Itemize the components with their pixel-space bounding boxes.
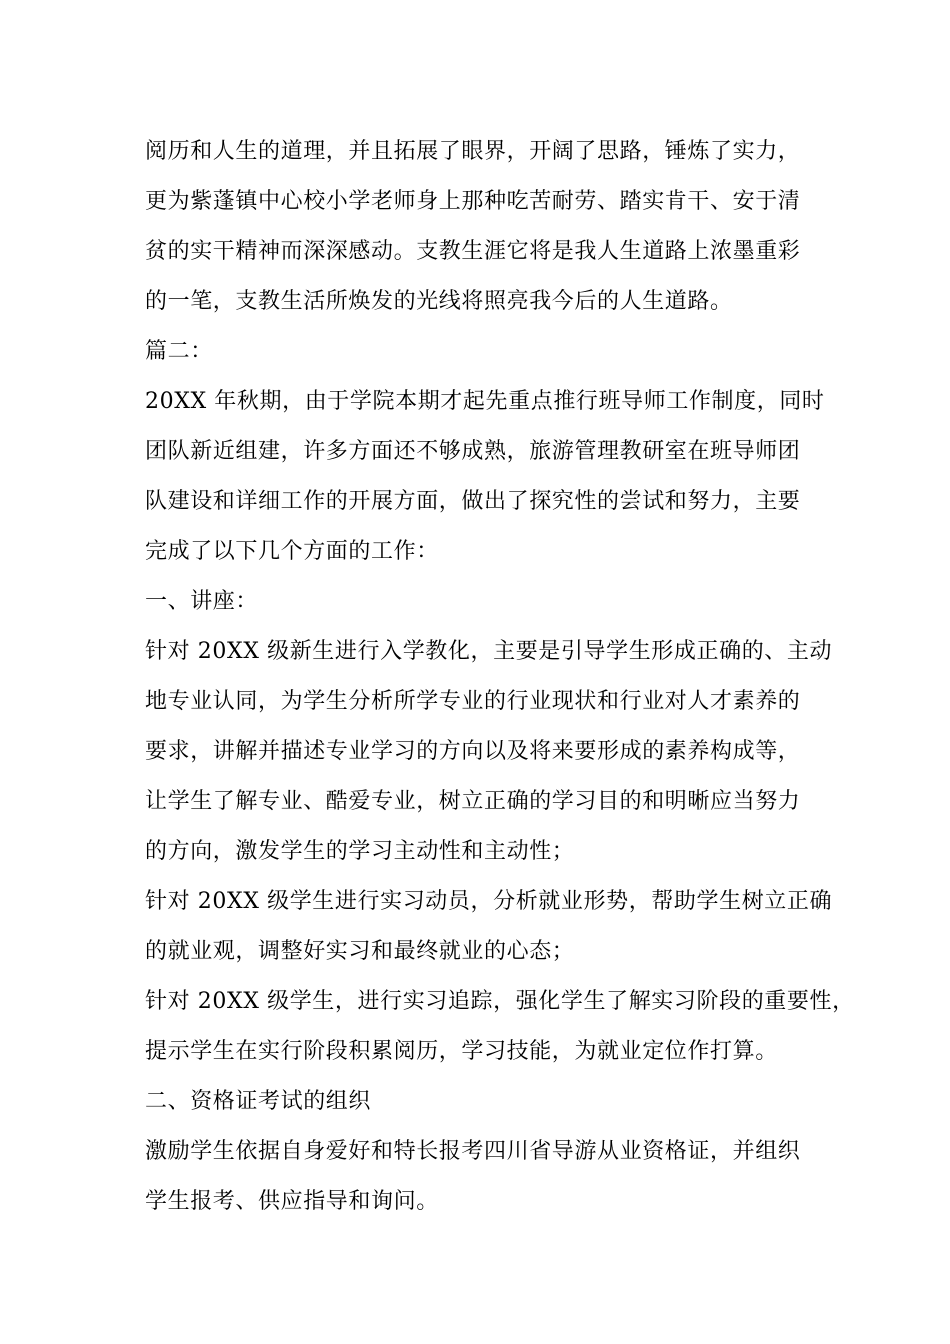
text-line: 激励学生依据自身爱好和特长报考四川省导游从业资格证，并组织 [145, 1139, 801, 1164]
text-line: 的就业观，调整好实习和最终就业的心态； [145, 939, 575, 964]
text-line: 20XX 年秋期，由于学院本期才起先重点推行班导师工作制度，同时 [145, 389, 825, 414]
text-line: 地专业认同，为学生分析所学专业的行业现状和行业对人才素养的 [145, 689, 801, 714]
text-line: 更为紫蓬镇中心校小学老师身上那种吃苦耐劳、踏实肯干、安于清 [145, 189, 801, 214]
section-heading: 一、讲座： [145, 589, 259, 614]
text-line: 贫的实干精神而深深感动。支教生涯它将是我人生道路上浓墨重彩 [145, 239, 801, 264]
text-line: 团队新近组建，许多方面还不够成熟，旅游管理教研室在班导师团 [145, 439, 801, 464]
text-line: 的一笔，支教生活所焕发的光线将照亮我今后的人生道路。 [145, 289, 733, 314]
section-heading: 篇二： [145, 339, 213, 364]
text-line: 要求，讲解并描述专业学习的方向以及将来要形成的素养构成等， [145, 739, 801, 764]
section-heading: 二、资格证考试的组织 [145, 1089, 372, 1114]
text-line: 完成了以下几个方面的工作： [145, 539, 439, 564]
text-line: 让学生了解专业、酷爱专业，树立正确的学习目的和明晰应当努力 [145, 789, 801, 814]
text-line: 针对 20XX 级新生进行入学教化，主要是引导学生形成正确的、主动 [145, 639, 833, 664]
text-line: 队建设和详细工作的开展方面，做出了探究性的尝试和努力，主要 [145, 489, 801, 514]
text-line: 针对 20XX 级学生，进行实习追踪，强化学生了解实习阶段的重要性， [145, 989, 855, 1014]
text-line: 的方向，激发学生的学习主动性和主动性； [145, 839, 575, 864]
text-line: 针对 20XX 级学生进行实习动员，分析就业形势，帮助学生树立正确 [145, 889, 833, 914]
text-line: 学生报考、供应指导和询问。 [145, 1189, 439, 1214]
text-line: 阅历和人生的道理，并且拓展了眼界，开阔了思路，锤炼了实力， [145, 139, 801, 164]
text-line: 提示学生在实行阶段积累阅历，学习技能，为就业定位作打算。 [145, 1039, 778, 1064]
